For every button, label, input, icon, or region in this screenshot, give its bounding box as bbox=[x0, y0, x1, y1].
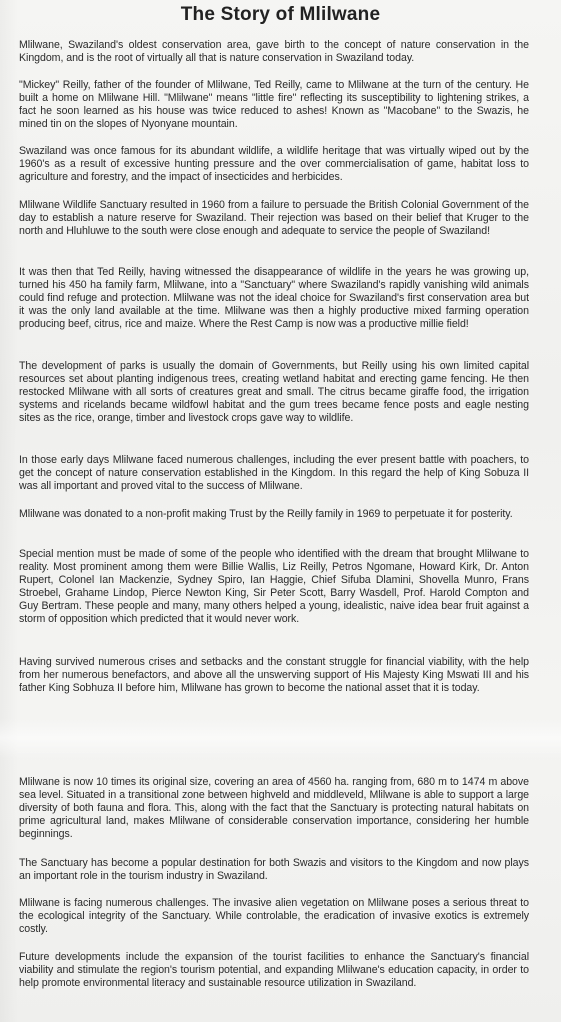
paragraph-9: Special mention must be made of some of the people who identified with the dream that brought Mlilwane to reality. Most prominent among them were Billie Wallis, Liz Reilly, Petros Ngomane, Howard Kirk, Dr. Anton Rupert, Colonel Ian Mackenzie, Sydney Spiro, Ian Haggie, Chief Sifuba Dlamini, Shovella Munro, Frans Stroebel, Grahame Lindop, Pierce Newton King, Sir Peter Scott, Barry Wasdell, Prof. Harold Compton and Guy Bertram. These people and many, many others helped a young, idealistic, naive idea bear fruit against a storm of opposition which predicted that it would never work. bbox=[19, 548, 529, 626]
paragraph-12: The Sanctuary has become a popular destination for both Swazis and visitors to the Kingdom and now plays an important role in the tourism industry in Swaziland. bbox=[19, 857, 529, 883]
paragraph-6: The development of parks is usually the domain of Governments, but Reilly using his own limited capital resources set about planting indigenous trees, creating wetland habitat and erecting game fencing. He then restocked Mlilwane with all sorts of creatures great and small. The citrus became giraffe food, the irrigation systems and ricelands became wildfowl habitat and the gum trees became fence posts and eagle nesting sites as the rice, orange, timber and livestock crops gave way to wildlife. bbox=[19, 360, 529, 425]
paragraph-14: Future developments include the expansion of the tourist facilities to enhance the Sanctuary's financial viability and stimulate the region's tourism potential, and expanding Mlilwane's education capacity, in order to help promote environmental literacy and sustainable resource utilization in Swaziland. bbox=[19, 951, 529, 990]
paragraph-4: Mlilwane Wildlife Sanctuary resulted in 1960 from a failure to persuade the British Colonial Government of the day to establish a nature reserve for Swaziland. Their rejection was based on their belief that Kruger to the north and Hluhluwe to the south were close enough and adequate to service the people of Swaziland! bbox=[19, 199, 529, 238]
paragraph-11: Mlilwane is now 10 times its original size, covering an area of 4560 ha. ranging from, 680 m to 1474 m above sea level. Situated in a transitional zone between highveld and middleveld, Mlilwane is able to support a large diversity of both fauna and flora. This, along with the fact that the Sanctuary is protecting natural habitats on prime agricultural land, makes Mlilwane of considerable conservation importance, considering her humble beginnings. bbox=[19, 776, 529, 841]
paragraph-3: Swaziland was once famous for its abundant wildlife, a wildlife heritage that was virtually wiped out by the 1960's as a result of excessive hunting pressure and the over commercialisation of game, habitat loss to agriculture and forestry, and the impact of insecticides and herbicides. bbox=[19, 145, 529, 184]
paragraph-13: Mlilwane is facing numerous challenges. The invasive alien vegetation on Mlilwane poses a serious threat to the ecological integrity of the Sanctuary. While controlable, the eradication of invasive exotics is extremely costly. bbox=[19, 897, 529, 936]
paragraph-1: Mlilwane, Swaziland's oldest conservation area, gave birth to the concept of nature conservation in the Kingdom, and is the root of virtually all that is nature conservation in Swaziland today. bbox=[19, 39, 529, 65]
paragraph-7: In those early days Mlilwane faced numerous challenges, including the ever present battle with poachers, to get the concept of nature conservation established in the Kingdom. In this regard the help of King Sobuza II was all important and proved vital to the success of Mlilwane. bbox=[19, 454, 529, 493]
paper-fold bbox=[0, 718, 561, 758]
paragraph-10: Having survived numerous crises and setbacks and the constant struggle for financial viability, with the help from her numerous benefactors, and above all the unswerving support of His Majesty King Mswati III and his father King Sobhuza II before him, Mlilwane has grown to become the national asset that it is today. bbox=[19, 656, 529, 695]
paragraph-2: "Mickey" Reilly, father of the founder of Mlilwane, Ted Reilly, came to Mlilwane at the turn of the century. He built a home on Mlilwane Hill. "Mlilwane" means "little fire" reflecting its susceptibility to lightening strikes, a fact he soon learned as his house was twice reduced to ashes! Known as "Macobane" to the Swazis, he mined tin on the slopes of Nyonyane mountain. bbox=[19, 79, 529, 131]
page-title: The Story of Mlilwane bbox=[180, 4, 381, 25]
paragraph-8: Mlilwane was donated to a non-profit making Trust by the Reilly family in 1969 to perpetuate it for posterity. bbox=[19, 508, 513, 520]
paragraph-5: It was then that Ted Reilly, having witnessed the disappearance of wildlife in the years he was growing up, turned his 450 ha family farm, Mlilwane, into a "Sanctuary" where Swaziland's rapidly vanishing wild animals could find refuge and protection. Mlilwane was not the ideal choice for Swaziland's first conservation area but it was the only land available at the time. Mlilwane was then a highly productive mixed farming operation producing beef, citrus, rice and maize. Where the Rest Camp is now was a productive millie field! bbox=[19, 266, 529, 331]
